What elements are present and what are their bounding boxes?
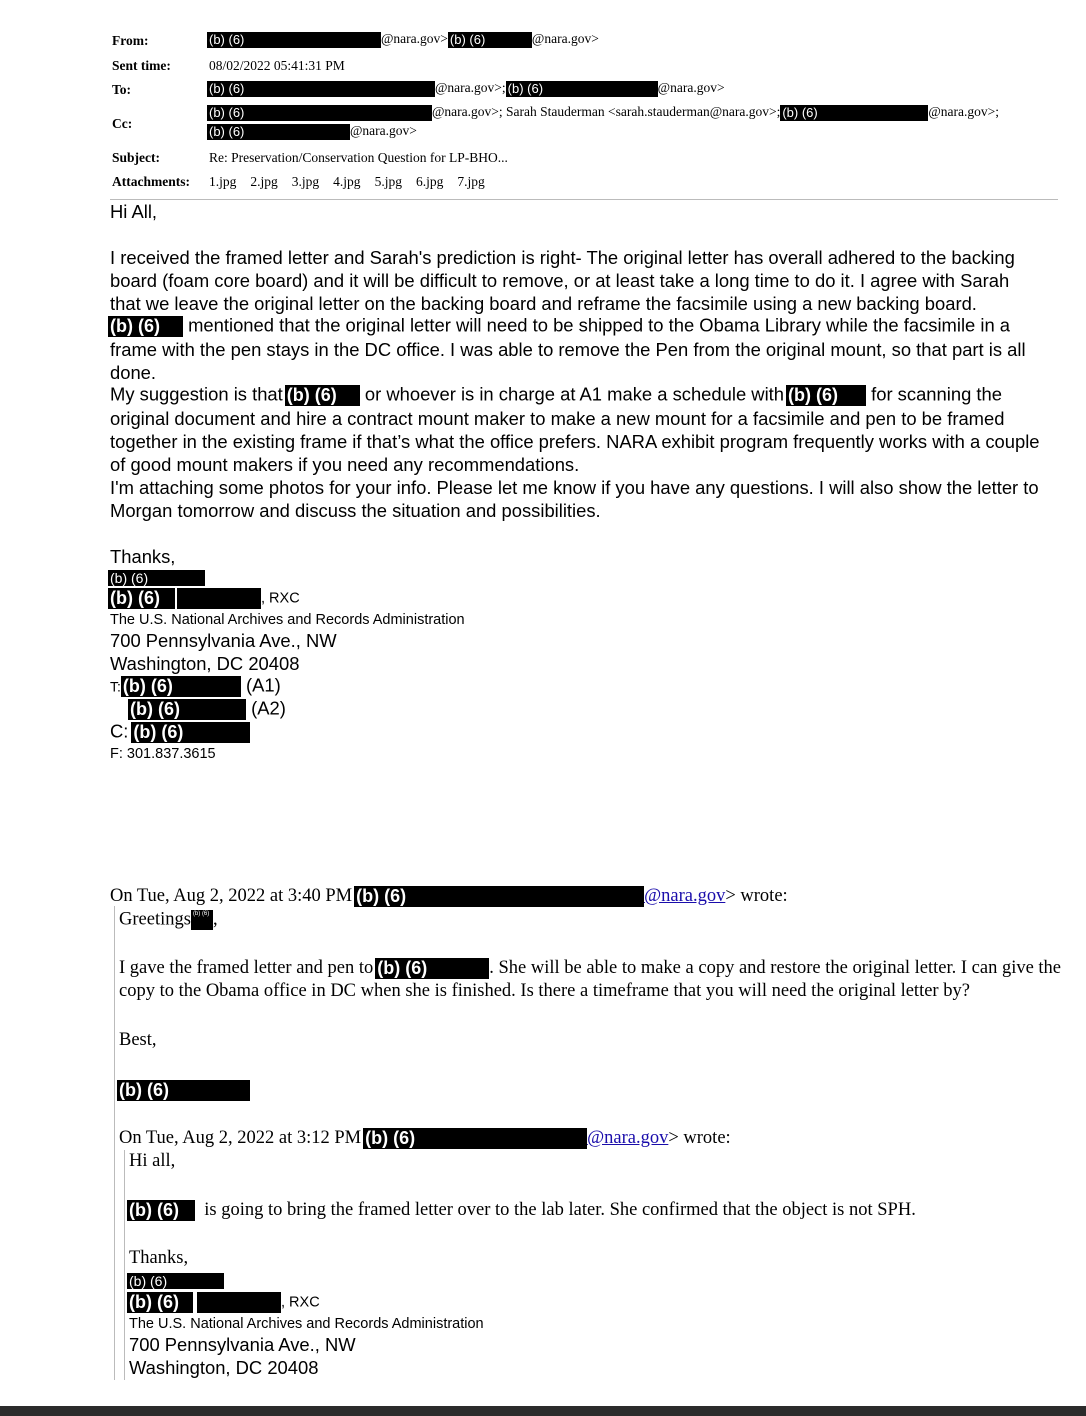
cc-value-line1 bbox=[207, 105, 999, 121]
quote1-line: copy to the Obama office in DC when she is finished. Is there a timeframe that you will need the original letter by? bbox=[119, 981, 970, 1001]
body-line: I'm attaching some photos for your info. Please let me know if you have any questions. I will also show the letter to bbox=[110, 477, 1039, 498]
quote2-line: (b) (6) is going to bring the framed letter over to the lab later. She confirmed that the object is not SPH. bbox=[129, 1199, 916, 1220]
email-link[interactable]: @nara.gov bbox=[587, 1127, 669, 1148]
sent-value: 08/02/2022 05:41:31 PM bbox=[209, 58, 345, 73]
body-line: together in the existing frame if that’s what the office prefers. NARA exhibit program frequently works with a couple bbox=[110, 431, 1040, 452]
signature-address1: 700 Pennsylvania Ave., NW bbox=[110, 630, 337, 651]
quote2-sig-org: The U.S. National Archives and Records Administration bbox=[129, 1316, 484, 1332]
redaction: (b) (6) bbox=[285, 385, 360, 406]
signature-name bbox=[108, 570, 205, 586]
body-line: of good mount makers if you need any recommendations. bbox=[110, 454, 580, 475]
quote1-sender bbox=[117, 1080, 250, 1101]
body-line: that we leave the original letter on the backing board and reframe the facsimile using a new backing board. bbox=[110, 293, 977, 314]
redaction: (b) (6) bbox=[108, 588, 175, 609]
from-label: From: bbox=[112, 33, 149, 48]
header-divider bbox=[110, 199, 1058, 200]
redaction bbox=[197, 1292, 281, 1313]
body-line: I received the framed letter and Sarah's prediction is right- The original letter has overall adhered to the backing bbox=[110, 247, 1015, 268]
quote2-header: On Tue, Aug 2, 2022 at 3:12 PM (b) (6) @nara.gov> wrote: bbox=[119, 1127, 731, 1148]
to-label: To: bbox=[112, 82, 132, 97]
redaction: (b) (6) bbox=[207, 105, 432, 121]
body-line: My suggestion is that (b) (6) or whoever is in charge at A1 make a schedule with (b) (6) for scanning the bbox=[110, 383, 1002, 405]
cc-email: @nara.gov>; bbox=[928, 104, 999, 120]
signature-phone-a1: T: (b) (6) (A1) bbox=[110, 674, 281, 696]
body-line: (b) (6) mentioned that the original letter will need to be shipped to the Obama Library while the facsimile in a bbox=[110, 314, 1011, 336]
attachment-link[interactable]: 2.jpg bbox=[250, 174, 278, 189]
redaction: (b) (6) bbox=[448, 32, 532, 48]
attachment-link[interactable]: 7.jpg bbox=[457, 174, 485, 189]
attachment-link[interactable]: 6.jpg bbox=[415, 174, 444, 189]
attachment-link[interactable]: 5.jpg bbox=[374, 174, 402, 189]
from-email-2: @nara.gov> bbox=[531, 31, 599, 47]
quote2-thanks: Thanks, bbox=[129, 1248, 189, 1268]
quote2-sig-address1: 700 Pennsylvania Ave., NW bbox=[129, 1334, 356, 1355]
attachment-link[interactable]: 4.jpg bbox=[333, 174, 361, 189]
redaction: (b) (6) bbox=[127, 1292, 193, 1313]
signature-org: The U.S. National Archives and Records Administration bbox=[110, 612, 465, 628]
redaction: (b) (6) bbox=[207, 32, 381, 48]
signature-cell: C: (b) (6) bbox=[110, 722, 250, 743]
cc-email: @nara.gov> bbox=[350, 123, 417, 139]
attachments-list bbox=[209, 175, 499, 189]
quote2-sig-address2: Washington, DC 20408 bbox=[129, 1357, 319, 1378]
attachments-label: Attachments: bbox=[112, 174, 190, 189]
quote2-sig-title: (b) (6) , RXC bbox=[129, 1292, 320, 1312]
greeting: Hi All, bbox=[110, 201, 158, 222]
attachment-link[interactable]: 1.jpg bbox=[209, 174, 237, 189]
redaction: (b) (6) bbox=[117, 1080, 250, 1101]
subject-value: Re: Preservation/Conservation Question for LP-BHO... bbox=[209, 150, 508, 165]
cc-emails: @nara.gov>; Sarah Stauderman <sarah.stauderman@nara.gov>; bbox=[432, 104, 781, 120]
body-line: done. bbox=[110, 362, 157, 383]
quote2-greeting: Hi all, bbox=[129, 1151, 176, 1171]
body-line: board (foam core board) and it will be difficult to remove, or at least take a long time to do it. I agree with Sarah bbox=[110, 270, 1010, 291]
redaction: (b) (6) bbox=[127, 1273, 224, 1289]
body-line: Morgan tomorrow and discuss the situation and possibilities. bbox=[110, 500, 601, 521]
to-email-2: @nara.gov> bbox=[657, 80, 725, 96]
body-line: original document and hire a contract mount maker to make a new mount for a facsimile and pen to be framed bbox=[110, 408, 1005, 429]
to-value bbox=[207, 81, 725, 97]
redaction: (b) (6) bbox=[131, 722, 250, 743]
redaction: (b) (6) bbox=[108, 316, 183, 337]
subject-label: Subject: bbox=[112, 150, 160, 165]
quote1-line: I gave the framed letter and pen to (b) (6) . She will be able to make a copy and restore the original letter. I can give the bbox=[119, 957, 1062, 978]
redaction: (b) (6) bbox=[506, 81, 658, 97]
to-email-1: @nara.gov>; bbox=[435, 80, 506, 96]
quote1-closing: Best, bbox=[119, 1030, 157, 1050]
cc-label: Cc: bbox=[112, 116, 133, 131]
signature-fax: F: 301.837.3615 bbox=[110, 746, 216, 762]
redaction: (b) (6) bbox=[363, 1128, 587, 1149]
redaction bbox=[177, 588, 261, 609]
signature-title: (b) (6) , RXC bbox=[110, 588, 300, 608]
bottom-bar bbox=[0, 1406, 1086, 1416]
signature-phone-a2: (b) (6) (A2) bbox=[130, 697, 286, 719]
body-line: frame with the pen stays in the DC office. I was able to remove the Pen from the original mount, so that part is all bbox=[110, 339, 1026, 360]
from-email-1: @nara.gov> bbox=[381, 31, 448, 47]
quote1-border bbox=[114, 906, 115, 1380]
redaction: (b) (6) bbox=[207, 124, 350, 140]
signature-address2: Washington, DC 20408 bbox=[110, 653, 300, 674]
quote1-header: On Tue, Aug 2, 2022 at 3:40 PM (b) (6) @nara.gov> wrote: bbox=[110, 885, 788, 906]
redaction: (b) (6) bbox=[207, 81, 435, 97]
quote1-greeting: Greetings (b) (6) , bbox=[119, 909, 218, 930]
redaction: (b) (6) bbox=[354, 886, 644, 907]
cc-value-line2 bbox=[207, 124, 417, 140]
signature-thanks: Thanks, bbox=[110, 546, 176, 567]
attachment-link[interactable]: 3.jpg bbox=[291, 174, 320, 189]
redaction: (b) (6) bbox=[108, 570, 205, 586]
from-value bbox=[207, 32, 599, 48]
redaction: (b) (6) bbox=[780, 105, 928, 121]
quote2-border bbox=[124, 1150, 125, 1380]
redaction: (b) (6) bbox=[191, 910, 213, 930]
sent-label: Sent time: bbox=[112, 58, 171, 73]
redaction: (b) (6) bbox=[786, 385, 866, 406]
redaction: (b) (6) bbox=[121, 676, 241, 697]
redaction: (b) (6) bbox=[127, 1200, 195, 1221]
email-link[interactable]: @nara.gov bbox=[644, 885, 726, 906]
redaction: (b) (6) bbox=[128, 699, 246, 720]
quote2-sig-name bbox=[127, 1273, 224, 1289]
redaction: (b) (6) bbox=[375, 958, 489, 979]
